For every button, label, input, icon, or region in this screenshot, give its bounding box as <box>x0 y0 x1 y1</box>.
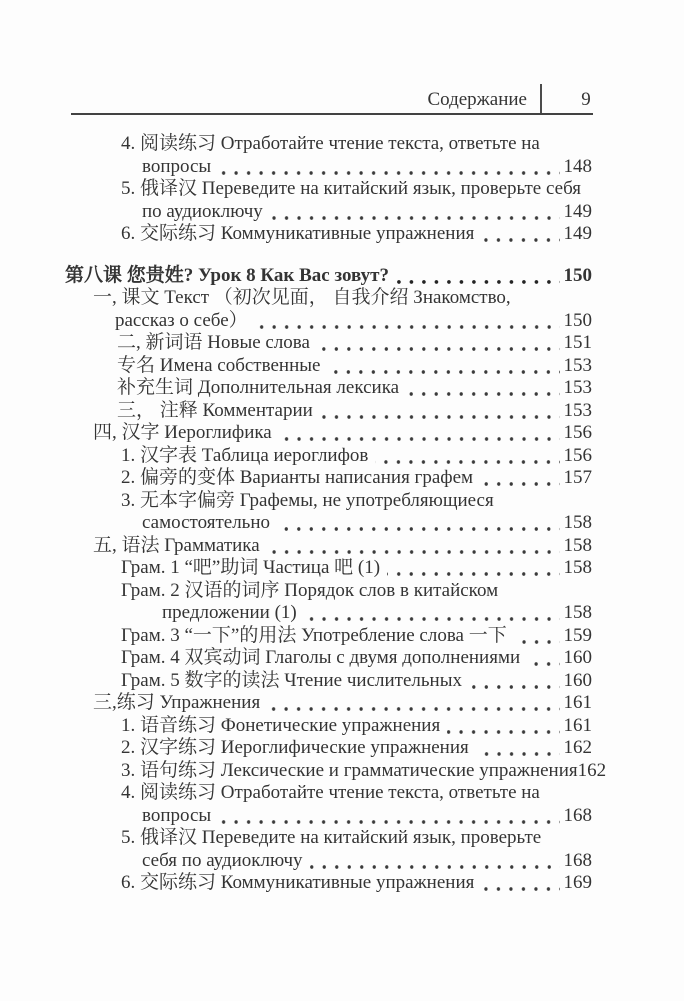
toc-entry-text: 第八课 您贵姓? Урок 8 Как Вас зовут? <box>65 264 389 286</box>
toc-row <box>0 287 592 310</box>
toc-entry-text: самостоятельно <box>142 512 271 533</box>
dot-leader <box>304 617 560 621</box>
dot-leader <box>267 707 559 711</box>
toc-entry-text: Грам. 2 汉语的词序 Порядок слов в китайском <box>121 579 499 601</box>
toc-page-number: 162 <box>563 737 592 758</box>
toc-entry-text: рассказ о себе） <box>115 309 248 331</box>
toc-row <box>0 223 592 246</box>
toc-page-number: 158 <box>563 602 592 623</box>
dot-leader <box>514 640 560 644</box>
toc-row <box>0 782 592 805</box>
dot-leader <box>406 392 559 396</box>
toc-row <box>0 759 607 783</box>
toc-row <box>0 512 592 535</box>
toc-entry-text: вопросы <box>142 804 212 826</box>
toc-row <box>0 737 592 760</box>
toc-row <box>0 625 592 648</box>
toc-row <box>0 178 592 201</box>
toc-list <box>0 133 607 895</box>
toc-entry-text: Грам. 5 数字的读法 Чтение числительных <box>121 669 462 691</box>
toc-entry-text: 3. 无本字偏旁 Графемы, не употребляющиеся <box>121 489 494 511</box>
toc-page-number: 161 <box>563 714 592 736</box>
toc-entry-text: 2. 汉字练习 Иероглифические упражнения <box>121 737 469 758</box>
toc-entry-text: по аудиоключу <box>142 200 263 222</box>
toc-entry-text: 专名 Имена собственные <box>117 354 321 376</box>
toc-row <box>0 670 592 693</box>
dot-leader <box>327 370 559 374</box>
toc-row <box>0 467 592 490</box>
dot-leader <box>396 280 560 284</box>
toc-row <box>0 557 592 580</box>
toc-entry-text: 五, 语法 Грамматика <box>93 534 260 556</box>
dot-leader <box>270 216 560 220</box>
toc-row <box>0 355 592 378</box>
toc-row <box>0 872 592 895</box>
toc-row <box>0 580 592 603</box>
toc-page-number: 161 <box>563 692 592 713</box>
toc-page-number: 168 <box>563 804 592 826</box>
toc-page-number: 150 <box>563 309 592 331</box>
toc-row <box>0 535 592 558</box>
dot-leader <box>277 527 559 531</box>
dot-leader <box>481 887 559 891</box>
toc-row <box>0 602 592 625</box>
toc-page-number: 153 <box>563 377 592 398</box>
dot-leader <box>310 865 560 869</box>
dot-leader <box>267 550 560 554</box>
toc-entry-text: 1. 语音练习 Фонетические упражнения <box>121 714 441 736</box>
toc-row <box>0 332 592 355</box>
dot-leader <box>375 460 559 464</box>
toc-entry-text: себя по аудиоключу <box>142 849 303 871</box>
toc-row <box>0 133 592 156</box>
toc-page-number: 157 <box>563 467 592 488</box>
toc-row <box>0 850 592 873</box>
toc-page-number: 153 <box>563 354 592 376</box>
toc-page-number: 149 <box>563 200 592 222</box>
toc-entry-text: 一, 课文 Текст （初次见面， 自我介绍 Знакомство, <box>93 287 511 308</box>
toc-row <box>0 156 592 179</box>
toc-page-number: 156 <box>563 444 592 466</box>
toc-page-number: 160 <box>563 669 592 691</box>
toc-page-number: 153 <box>563 399 592 421</box>
toc-row <box>0 827 592 850</box>
toc-entry-text: Грам. 1 “吧”助词 Частица 吧 (1) <box>121 557 381 578</box>
toc-page-number: 162 <box>577 759 607 781</box>
toc-entry-text: 三， 注释 Комментарии <box>117 399 313 421</box>
dot-leader <box>527 662 559 666</box>
toc-page-number: 158 <box>563 534 592 556</box>
toc-entry-text: 5. 俄译汉 Переведите на китайский язык, проверьте <box>121 827 542 848</box>
dot-leader <box>481 238 559 242</box>
toc-row <box>0 647 592 670</box>
toc-page-number: 158 <box>563 512 592 533</box>
dot-leader <box>317 347 560 351</box>
toc-row <box>0 490 592 513</box>
header-rule <box>71 113 593 115</box>
toc-row <box>0 692 592 715</box>
toc-row <box>0 377 592 400</box>
toc-row <box>0 310 592 333</box>
dot-leader <box>476 752 560 756</box>
toc-page-number: 150 <box>563 264 592 286</box>
toc-row <box>0 805 592 828</box>
toc-entry-text: 1. 汉字表 Таблица иероглифов <box>121 444 369 466</box>
toc-page-number: 148 <box>563 155 592 177</box>
toc-row <box>0 445 592 468</box>
toc-row <box>0 265 592 288</box>
toc-page-number: 169 <box>563 872 592 893</box>
toc-entry-text: 4. 阅读练习 Отработайте чтение текста, ответьте на <box>121 133 540 154</box>
header-page-number: 9 <box>581 89 591 110</box>
toc-entry-text: 5. 俄译汉 Переведите на китайский язык, проверьте себя <box>121 178 581 199</box>
toc-row <box>0 422 592 445</box>
dot-leader <box>469 685 560 689</box>
toc-page-number: 149 <box>563 223 592 244</box>
dot-leader <box>447 730 559 734</box>
toc-entry-text: 补充生词 Дополнительная лексика <box>117 377 400 398</box>
toc-page-number: 156 <box>563 422 592 443</box>
toc-page-number: 168 <box>563 849 592 871</box>
toc-entry-text: 三,练习 Упражнения <box>93 692 261 713</box>
toc-entry-text: предложении (1) <box>162 602 297 623</box>
toc-entry-text: 二, 新词语 Новые слова <box>117 332 310 353</box>
dot-leader <box>218 171 559 175</box>
toc-entry-text: 四, 汉字 Иероглифика <box>93 422 272 443</box>
dot-leader <box>279 437 560 441</box>
dot-leader <box>387 572 559 576</box>
dot-leader <box>480 482 559 486</box>
toc-page-number: 158 <box>563 557 592 578</box>
toc-page-number: 160 <box>563 647 592 668</box>
dot-leader <box>320 415 560 419</box>
header-title: Содержание <box>427 89 527 110</box>
toc-entry-text: 6. 交际练习 Коммуникативные упражнения <box>121 872 475 893</box>
toc-row <box>0 715 592 738</box>
toc-entry-text: 4. 阅读练习 Отработайте чтение текста, ответьте на <box>121 782 540 803</box>
toc-page-number: 151 <box>563 332 592 353</box>
toc-entry-text: 2. 偏旁的变体 Варианты написания графем <box>121 467 474 488</box>
toc-row <box>0 400 592 423</box>
toc-entry-text: Грам. 3 “一下”的用法 Употребление слова 一下 <box>121 624 507 646</box>
toc-entry-text: 3. 语句练习 Лексические и грамматические упражнения <box>121 759 578 781</box>
dot-leader <box>255 325 560 329</box>
toc-row <box>0 201 592 224</box>
toc-entry-text: Грам. 4 双宾动词 Глаголы с двумя дополнениями <box>121 647 521 668</box>
toc-entry-text: вопросы <box>142 155 212 177</box>
dot-leader <box>218 820 559 824</box>
toc-entry-text: 6. 交际练习 Коммуникативные упражнения <box>121 223 475 244</box>
toc-page-number: 159 <box>563 624 592 646</box>
